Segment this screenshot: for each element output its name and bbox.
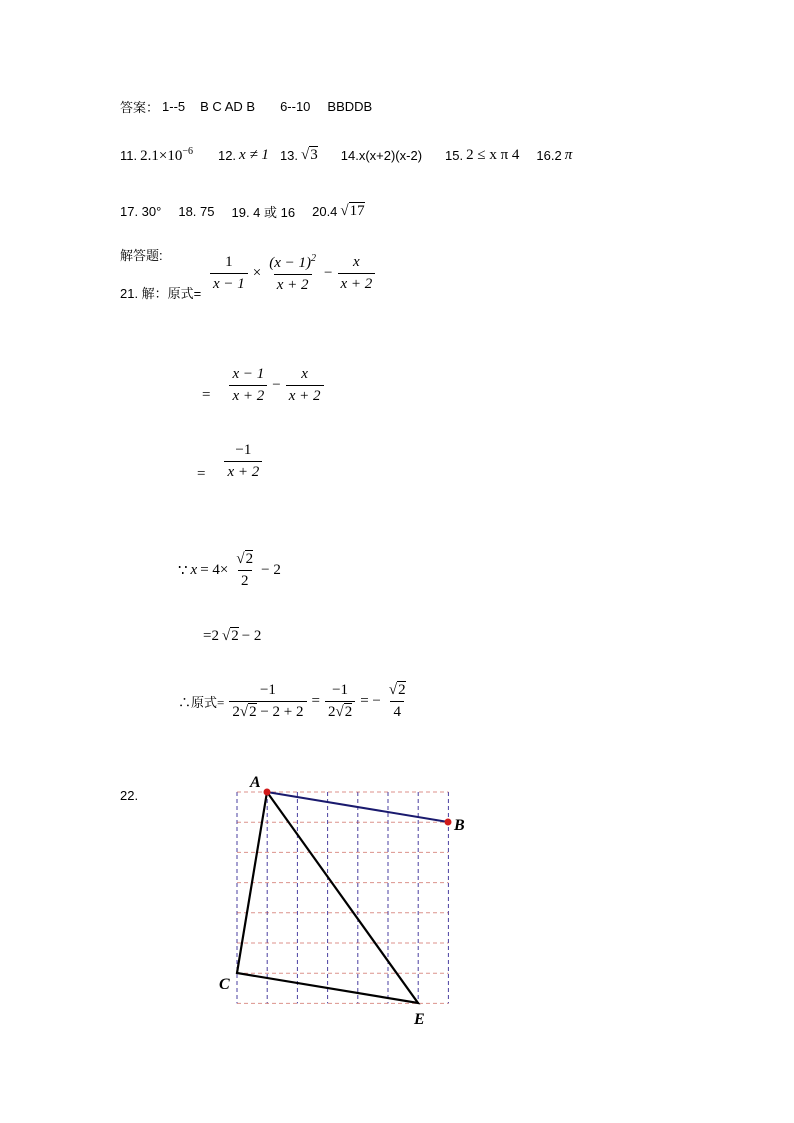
fraction: $\frac{(x - 1)^2}{x + 2}$ — [269, 253, 317, 293]
q21-step-2 — [202, 366, 326, 405]
q21-step-3 — [197, 440, 264, 483]
fraction: $\frac{x}{x + 2}$ — [286, 366, 324, 405]
therefore-label: ∴原式= — [178, 695, 225, 710]
q11-number: 11. — [120, 148, 138, 163]
range-6-10: 6--10 — [280, 99, 311, 114]
equals-sign: = — [311, 693, 320, 709]
equals-minus: = − — [360, 693, 381, 709]
q15-number: 15. — [445, 148, 464, 163]
fraction: $\frac{x}{x + 2}$ — [338, 254, 376, 293]
point-a — [264, 789, 271, 796]
q21-step-5: =2 √2 − 2 — [203, 628, 262, 644]
q13-value: √3 — [301, 147, 318, 163]
q16-number: 16.2 — [536, 148, 562, 163]
times-sign: × — [252, 265, 262, 281]
q20-number: 20.4 — [312, 204, 338, 219]
answers-label: 答案： — [120, 100, 160, 115]
q18-answer: 18. 75 — [178, 204, 215, 219]
fraction: $\frac{-1}{2√2}$ — [325, 682, 355, 721]
segment-ab — [267, 792, 448, 822]
q14-answer: 14.x(x+2)(x-2) — [340, 148, 423, 163]
minus-two: − 2 — [241, 628, 262, 644]
fraction: $\frac{√2}{4}$ — [388, 682, 406, 720]
variable-x: x — [190, 562, 198, 578]
q13-number: 13. — [279, 148, 299, 163]
range-1-5-answers: B C AD B — [200, 99, 256, 114]
range-1-5: 1--5 — [162, 99, 186, 114]
label-c: C — [219, 976, 230, 993]
equals-expression: = 4× — [200, 562, 229, 578]
radicand: 2 — [231, 628, 239, 644]
q21-step-4 — [178, 551, 281, 590]
q12-value: x ≠ 1 — [239, 147, 269, 163]
q19-answer: 19. 4 或 16 — [231, 205, 296, 220]
q22-label: 22. — [120, 788, 139, 803]
q21-step-1 — [208, 253, 377, 294]
q16-pi: π — [564, 147, 573, 163]
point-b — [445, 819, 452, 826]
q21-step-6 — [178, 682, 411, 721]
q12-number: 12. — [217, 148, 237, 163]
fraction: $\frac{x - 1}{x + 2}$ — [229, 366, 267, 405]
minus-sign: − — [272, 377, 281, 393]
answers-line-1 — [120, 97, 372, 116]
minus-sign: − — [324, 265, 333, 281]
because-symbol: ∵ — [178, 563, 188, 579]
answers-line-3 — [120, 202, 365, 221]
q22-grid-figure — [205, 765, 485, 1035]
equals-sign: = — [202, 387, 211, 403]
q15-value: 2 ≤ x π 4 — [466, 147, 520, 163]
fraction: $\frac{-1}{2√2 - 2 + 2}$ — [229, 682, 306, 721]
label-b: B — [454, 817, 465, 834]
label-e: E — [414, 1011, 425, 1028]
range-6-10-answers: BBDDB — [327, 99, 373, 114]
fraction: $\frac{√2}{2}$ — [236, 551, 254, 589]
equals-two: =2 — [203, 628, 219, 644]
solutions-heading: 解答题: — [120, 248, 163, 263]
q20-value: √17 — [340, 203, 365, 219]
fraction: $\frac{1}{x - 1}$ — [210, 254, 248, 293]
q17-answer: 17. 30° — [120, 204, 162, 219]
q21-label: 21. 解：原式= — [120, 286, 202, 301]
answers-line-2 — [120, 146, 572, 165]
minus-two: − 2 — [261, 562, 281, 578]
q11-value: $2.1\times 10^{-6}$ — [140, 146, 193, 164]
fraction: $\frac{-1}{x + 2}$ — [224, 442, 262, 481]
equals-sign: = — [197, 466, 206, 482]
label-a: A — [250, 774, 261, 791]
